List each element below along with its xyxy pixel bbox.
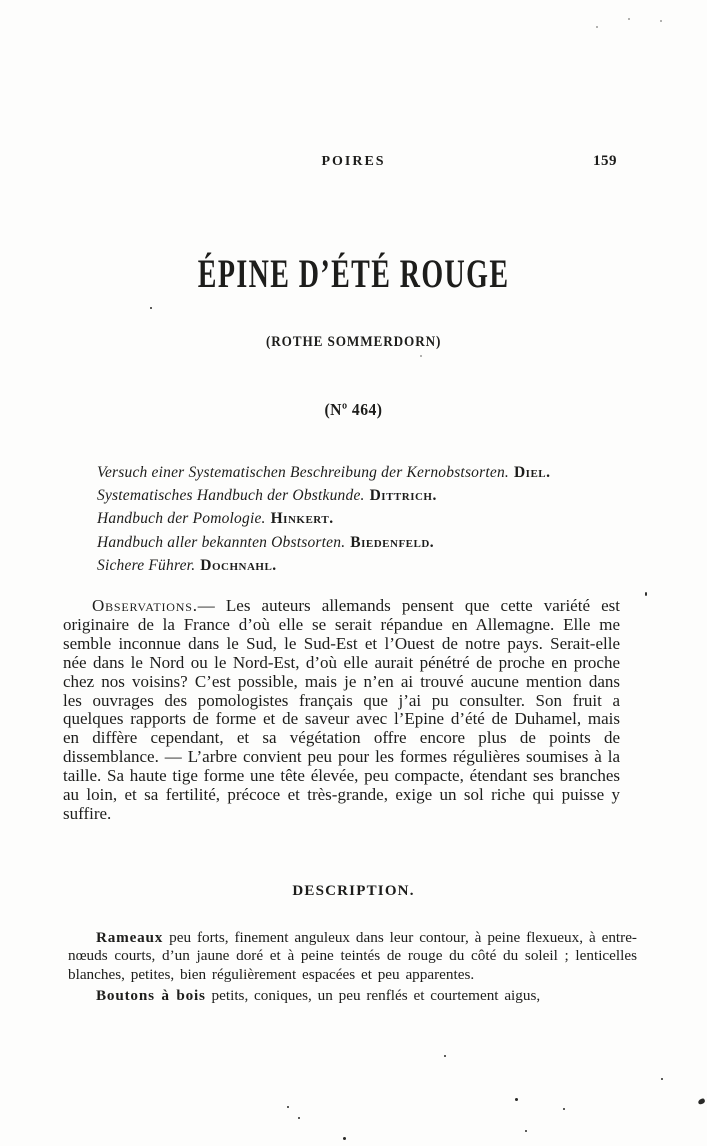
scan-speck — [596, 26, 598, 28]
scan-speck — [628, 18, 630, 20]
scan-speck — [697, 1098, 705, 1105]
scan-speck — [563, 1108, 565, 1110]
description-lead: Boutons à bois — [96, 987, 206, 1005]
description-body: peu forts, finement anguleux dans leur contour, à peine flexueux, à entre-nœuds courts, d’un jaune doré et à peine teintés de rouge du côté du soleil ; lenticelles blanches, petites, bien régulièrement espacées et peu apparentes. — [68, 929, 637, 983]
bibliography-list — [97, 461, 642, 577]
bibliography-entry — [97, 554, 642, 577]
bibliography-work: Handbuch der Pomologie. — [97, 510, 266, 528]
catalogue-number-row — [0, 400, 707, 420]
observations-lead: Observations. — [92, 596, 198, 615]
bibliography-author: Hinkert. — [270, 510, 334, 528]
bibliography-author: Diel. — [513, 464, 551, 481]
page-number: 159 — [593, 153, 617, 169]
description-paragraph-boutons — [68, 987, 637, 1005]
bibliography-author: Dittrich. — [369, 487, 437, 505]
bibliography-work: Handbuch aller bekannten Obstsorten. — [97, 533, 346, 551]
running-title: POIRES — [321, 154, 386, 169]
observations-body: Les auteurs allemands pensent que cette variété est originaire de la France d’où elle se serait répandue en Allemagne. Elle me semble inconnue dans le Sud, le Sud-Est et l’Ouest de notre pays. Serait-elle née dans le Nord ou le Nord-Est, d’où elle aurait pénétré de proche en proche chez nos voisins? C’est possible, mais je n’en ai trouvé aucune mention dans les ouvrages des pomologistes français que j’ai pu consulter. Son fruit a quelques rapports de forme et de saveur avec l’Epine d’été de Duhamel, mais en diffère cependant, et sa végétation offre encore plus de points de dissemblance. — L’arbre convient peu pour les formes régulières soumises à la taille. Sa haute tige forme une tête élevée, peu compacte, étendant ses branches au loin, et sa fertilité, précoce et très-grande, exige un sol riche qui puisse y suffire. — [63, 596, 620, 823]
variety-subtitle: (ROTHE SOMMERDORN) — [265, 334, 442, 350]
description-heading-row — [0, 882, 707, 900]
variety-title-row — [0, 250, 707, 297]
observations-paragraph — [63, 597, 620, 824]
bibliography-entry — [97, 461, 642, 484]
bibliography-work: Versuch einer Systematischen Beschreibung der Kernobstsorten. — [97, 464, 509, 481]
bibliography-entry — [97, 484, 642, 507]
scan-speck — [298, 1117, 300, 1119]
observations-dash: — — [197, 596, 215, 615]
bibliography-author: Dochnahl. — [200, 556, 277, 574]
description-heading: DESCRIPTION. — [292, 883, 415, 899]
scan-speck — [660, 20, 662, 22]
scan-speck — [150, 307, 152, 309]
bibliography-work: Sichere Führer. — [97, 556, 196, 574]
description-lead: Rameaux — [96, 929, 164, 946]
scan-speck — [515, 1098, 518, 1101]
description-body: petits, coniques, un peu renflés et courtement aigus, — [211, 987, 541, 1005]
scan-speck — [420, 355, 422, 357]
scan-speck — [287, 1106, 289, 1108]
catalogue-number: (Nº 464) — [324, 400, 383, 419]
running-head — [0, 152, 707, 170]
variety-subtitle-row — [0, 333, 707, 351]
description-section — [68, 929, 637, 1009]
scan-speck — [525, 1130, 527, 1132]
bibliography-entry — [97, 531, 642, 554]
scan-speck — [645, 592, 647, 596]
variety-title: ÉPINE D’ÉTÉ ROUGE — [197, 251, 510, 296]
scan-speck — [444, 1055, 446, 1057]
bibliography-work: Systematisches Handbuch der Obstkunde. — [97, 487, 365, 505]
description-paragraph-rameaux — [68, 929, 637, 984]
scan-speck — [343, 1137, 346, 1140]
scan-speck — [661, 1078, 663, 1080]
bibliography-entry — [97, 507, 642, 530]
bibliography-author: Biedenfeld. — [350, 533, 435, 551]
